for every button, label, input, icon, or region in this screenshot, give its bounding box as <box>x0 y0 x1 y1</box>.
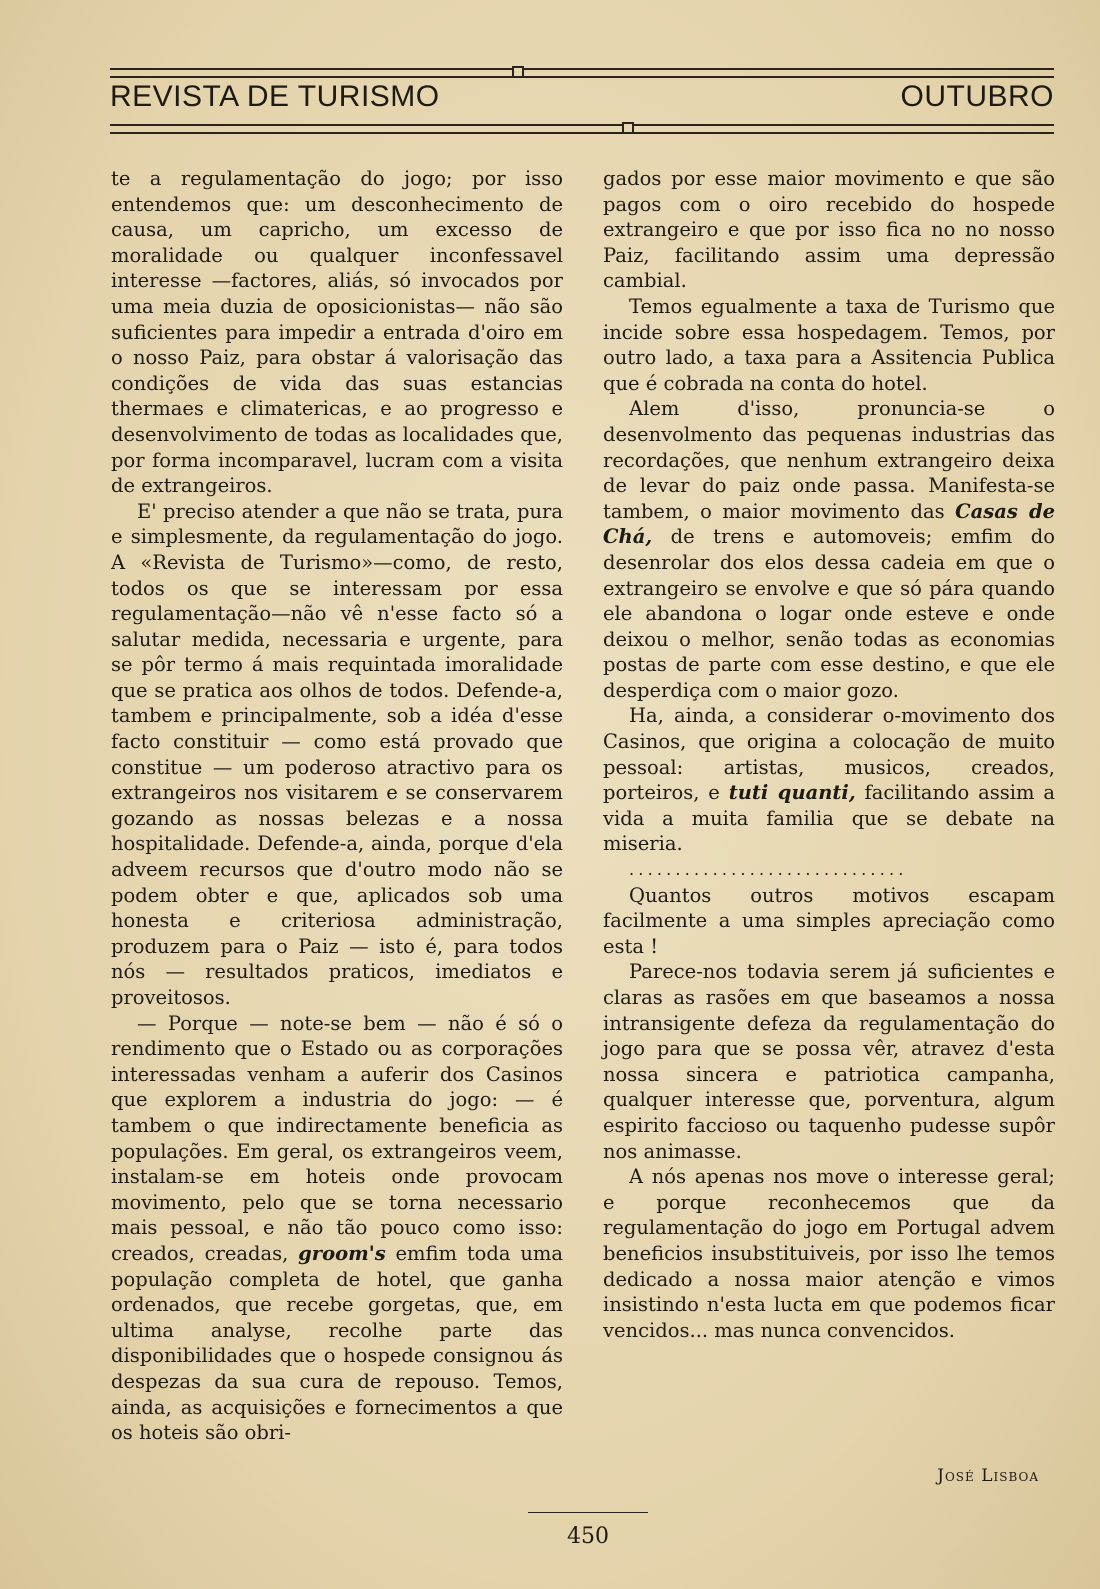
paragraph: Temos egualmente a taxa de Turismo que incide sobre essa hospedagem. Temos, por outro lado, a taxa para a Assitencia Publica que é cobrada na conta do hotel. <box>603 294 1055 395</box>
italic-term: Casas de Chá, <box>603 499 1056 549</box>
header-top-rule <box>110 68 1054 78</box>
paragraph: Alem d'isso, pronuncia-se o desenvolmento das pequenas industrias das recordações, que nenhum extrangeiro deixa de levar do paiz onde passa. Manifesta-se tambem, o maior movimento das Casas de Chá, de trens e automoveis; emfim do desenrolar dos elos dessa cadeia em que o extrangeiro se envolve e que só pára quando ele abandona o logar onde esteve e onde deixou o melhor, senão todas as economias postas de parte com esse destino, e que ele desperdiça com o maior gozo. <box>603 397 1056 702</box>
paragraph: te a regulamentação do jogo; por isso entendemos que: um desconhecimento de causa, um capricho, um excesso de moralidade ou qualquer inconfessavel interesse —factores, aliás, só invocados por uma meia duzia de oposicionistas— não são suficientes para impedir a entrada d'oiro em o nosso Paiz, para obstar á valorisação das condições de vida das suas estancias thermaes e climatericas, e ao progresso e desenvolvimento de todas as localidades que, por forma incomparavel, lucram com a visita de extrangeiros. <box>111 167 563 498</box>
page-header <box>110 80 1054 120</box>
rule-ornament <box>512 66 524 78</box>
paragraph: E' preciso atender a que não se trata, pura e simplesmente, da regulamentação do jogo. A «Revista de Turismo»—como, de resto, todos os que se interessam por essa regulamentação—não vê n'esse facto só a salutar medida, necessaria e urgente, para se pôr termo á mais requintada imoralidade que se pratica aos olhos de todos. Defende-a, tambem e principalmente, sob a idéa d'esse facto constituir — como está provado que constitue — um poderoso atractivo para os extrangeiros nos visitarem e se conservarem gozando as nossas belezas e a nossa hospitalidade. Defende-a, ainda, porque d'ela adveem recursos que d'outro modo não se podem obter e que, aplicados sob uma honesta e criteriosa administração, produzem para o Paiz — isto é, para todos nós — resultados praticos, imediatos e proveitosos. <box>111 499 563 1009</box>
dotted-separator: .............................. <box>629 860 908 880</box>
paragraph: A nós apenas nos move o interesse geral; e porque reconhecemos que da regulamentação do jogo em Portugal advem beneficios insubstituiveis, por isso lhe temos dedicado a nossa maior atenção e vimos insistindo n'esta lucta em que podemos ficar vencidos... mas nunca convencidos. <box>603 1165 1055 1342</box>
left-column <box>111 166 563 1446</box>
paragraph: — Porque — note-se bem — não é só o rendimento que o Estado ou as corporações interessadas venham a auferir dos Casinos que explorem a industria do jogo: — é tambem o que indirectamente beneficia as populações. Em geral, os extrangeiros veem, instalam-se em hoteis onde provocam movimento, pelo que se torna necessario mais pessoal, e não tão pouco como isso: creados, creadas, groom's emfim toda uma população completa de hotel, que ganha ordenados, que recebe gorgetas, que, em ultima analyse, recolhe parte das disponibilidades que o hospede consignou ás despezas da sua cura de repouso. Temos, ainda, as acquisições e fornecimentos a que os hoteis são obri- <box>111 1011 563 1445</box>
right-column <box>603 166 1055 1343</box>
italic-term: groom's <box>298 1241 386 1265</box>
paragraph: gados por esse maior movimento e que são pagos com o oiro recebido do hospede extrangeiro e que por isso fica no no nosso Paiz, facilitando assim uma depressão cambial. <box>603 167 1055 293</box>
header-bottom-rule <box>110 124 1054 134</box>
magazine-title: REVISTA DE TURISMO <box>110 80 440 113</box>
author-signature: José Lisboa <box>937 1466 1039 1486</box>
page-number: 450 <box>567 1524 609 1549</box>
paragraph: Parece-nos todavia serem já suficientes e claras as rasões em que baseamos a nossa intransigente defeza da regulamentação do jogo para que se possa vêr, atravez d'esta nossa sincera e patriotica campanha, qualquer interesse que, porventura, algum espirito faccioso ou taquenho pudesse supôr nos animasse. <box>603 960 1055 1163</box>
italic-term: tuti quanti, <box>728 781 856 805</box>
rule-ornament <box>622 122 634 134</box>
paragraph: Quantos outros motivos escapam facilmente a uma simples apreciação como esta ! <box>603 883 1055 958</box>
paragraph: Ha, ainda, a considerar o-movimento dos Casinos, que origina a colocação de muito pessoal: artistas, musicos, creados, porteiros, e tuti quanti, facilitando assim a vida a muita familia que se debate na miseria. <box>603 704 1055 856</box>
footer-rule <box>528 1512 648 1513</box>
issue-month: OUTUBRO <box>900 80 1054 113</box>
